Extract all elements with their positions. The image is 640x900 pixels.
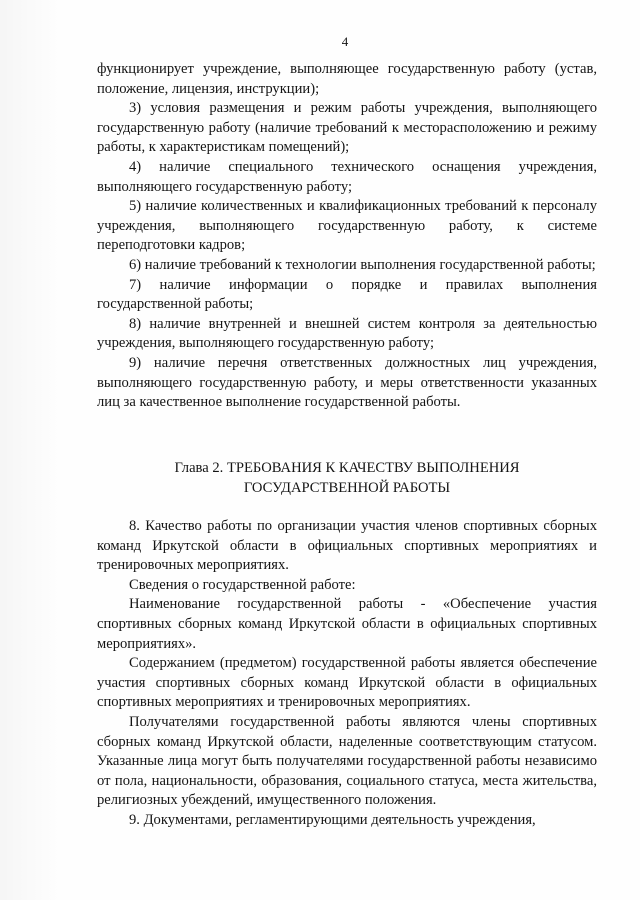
- paragraph: 3) условия размещения и режим работы учреждения, выполняющего государственную работу (наличие требований к месторасположению и режиму работы, к характеристикам помещений);: [97, 100, 597, 156]
- paragraph: 7) наличие информации о порядке и правилах выполнения государственной работы;: [97, 276, 597, 313]
- paragraph: 4) наличие специального технического оснащения учреждения, выполняющего государственную работу;: [97, 158, 597, 195]
- paragraph: 9. Документами, регламентирующими деятельность учреждения,: [129, 811, 536, 828]
- chapter-heading-line-2: ГОСУДАРСТВЕННОЙ РАБОТЫ: [243, 480, 451, 496]
- paragraph: 5) наличие количественных и квалификационных требований к персоналу учреждения, выполняющего государственную работу, к системе переподготовки кадров;: [97, 198, 597, 254]
- paragraph: Наименование государственной работы - «Обеспечение участия спортивных сборных команд Иркутской области в официальных спортивных мероприятиях».: [97, 596, 597, 652]
- paragraph: 9) наличие перечня ответственных должностных лиц учреждения, выполняющего государственную работу, и меры ответственности указанных лиц за качественное выполнение государственной работы.: [97, 354, 597, 411]
- section-two-text: [97, 517, 597, 831]
- paragraph: 6) наличие требований к технологии выполнения государственной работы;: [129, 256, 596, 273]
- paragraph: Сведения о государственной работе:: [129, 576, 356, 593]
- page-number: 4: [341, 34, 349, 49]
- paragraph: 8) наличие внутренней и внешней систем контроля за деятельностью учреждения, выполняющего государственную работу;: [97, 315, 597, 352]
- paragraph: 8. Качество работы по организации участия членов спортивных сборных команд Иркутской области в официальных спортивных мероприятиях и тренировочных мероприятиях.: [97, 518, 597, 574]
- section-one-text: [97, 60, 597, 413]
- paragraph: Содержанием (предметом) государственной работы является обеспечение участия спортивных сборных команд Иркутской области в официальных спортивных мероприятиях и тренировочных мероприятиях.: [97, 655, 597, 711]
- chapter-heading-line-1: Глава 2. ТРЕБОВАНИЯ К КАЧЕСТВУ ВЫПОЛНЕНИЯ: [174, 460, 520, 476]
- paragraph: Получателями государственной работы являются члены спортивных сборных команд Иркутской области, наделенные соответствующим статусом. Указанные лица могут быть получателями государственной работы независимо от пола, национальности, образования, социального статуса, места жительства, религиозных убеждений, имущественного положения.: [97, 713, 597, 809]
- chapter-heading: [97, 458, 597, 498]
- paragraph: функционирует учреждение, выполняющее государственную работу (устав, положение, лицензия, инструкции);: [97, 61, 597, 97]
- scan-shadow: [0, 0, 60, 900]
